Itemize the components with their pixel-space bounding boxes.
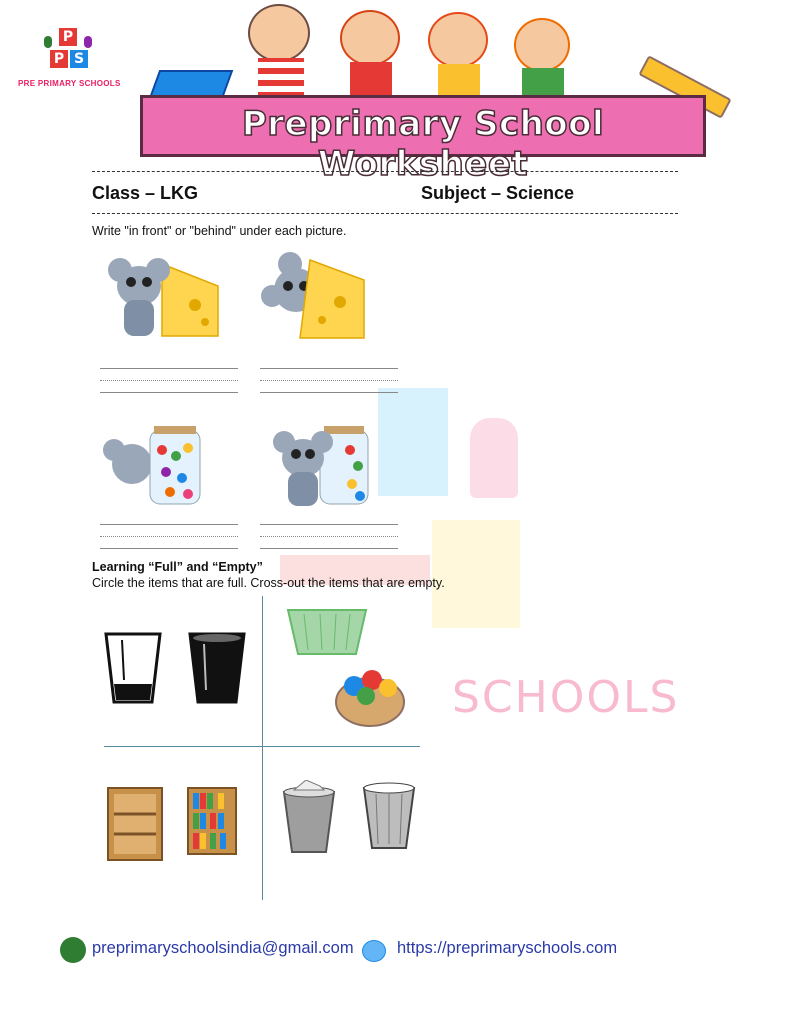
kid-face-icon — [514, 18, 570, 72]
logo-caption: PRE PRIMARY SCHOOLS — [18, 79, 121, 88]
kid-face-icon — [248, 4, 310, 62]
section2-heading: Learning “Full” and “Empty” — [92, 560, 263, 574]
mouse-cheese-icon — [260, 250, 390, 346]
answer-line[interactable] — [260, 536, 398, 537]
kid-face-icon — [428, 12, 488, 68]
empty-glass-icon[interactable] — [104, 630, 162, 704]
answer-line[interactable] — [100, 368, 238, 369]
full-basket-icon[interactable] — [330, 662, 410, 730]
answer-line[interactable] — [100, 524, 238, 525]
mouse-jar-icon — [100, 420, 230, 512]
answer-line[interactable] — [260, 524, 398, 525]
picture-mouse-jar-2 — [272, 420, 402, 512]
footer-website[interactable]: https://preprimaryschools.com — [397, 939, 618, 957]
picture-mouse-cheese-1 — [100, 250, 230, 346]
grid-divider-horizontal — [104, 746, 420, 747]
kid-face-icon — [340, 10, 400, 66]
full-bookshelf-icon[interactable] — [186, 786, 238, 856]
grid-divider-vertical — [262, 596, 263, 900]
divider-bottom — [92, 213, 678, 214]
logo-letter-p: P — [50, 50, 68, 68]
section2-instruction: Circle the items that are full. Cross-out the items that are empty. — [92, 576, 445, 590]
kid-shirt — [438, 64, 480, 98]
mouse-jar-icon — [272, 420, 402, 512]
watermark-text: SCHOOLS — [452, 672, 680, 723]
full-dustbin-icon[interactable] — [276, 780, 342, 856]
full-glass-icon[interactable] — [188, 630, 246, 704]
empty-basket-icon[interactable] — [284, 600, 370, 660]
kid-shirt — [350, 62, 392, 98]
kid-shirt — [258, 58, 304, 98]
answer-line[interactable] — [260, 380, 398, 381]
answer-line[interactable] — [100, 392, 238, 393]
logo-figure-icon — [44, 36, 52, 48]
class-label: Class – LKG — [92, 183, 199, 203]
logo-figure-icon — [84, 36, 92, 48]
banner-title: Preprimary School Worksheet — [241, 104, 605, 184]
empty-bookshelf-icon[interactable] — [106, 786, 164, 862]
email-icon — [60, 937, 86, 963]
globe-icon — [362, 940, 386, 962]
logo-letter-p-top: P — [59, 28, 77, 46]
divider-top — [92, 171, 678, 172]
watermark-figure-icon — [470, 418, 518, 498]
footer-email[interactable]: preprimaryschoolsindia@gmail.com — [92, 939, 354, 957]
answer-line[interactable] — [100, 536, 238, 537]
section1-instruction: Write "in front" or "behind" under each picture. — [92, 224, 347, 238]
answer-line[interactable] — [100, 548, 238, 549]
logo-letter-s: S — [70, 50, 88, 68]
picture-mouse-cheese-2 — [260, 250, 390, 346]
answer-line[interactable] — [260, 548, 398, 549]
subject-label: Subject – Science — [421, 183, 575, 203]
mouse-cheese-icon — [100, 250, 230, 346]
picture-mouse-jar-1 — [100, 420, 230, 512]
answer-line[interactable] — [260, 368, 398, 369]
kid-shirt — [522, 68, 564, 98]
watermark-s-block — [432, 520, 520, 628]
answer-line[interactable] — [100, 380, 238, 381]
banner — [140, 95, 706, 184]
answer-line[interactable] — [260, 392, 398, 393]
empty-dustbin-icon[interactable] — [360, 780, 418, 852]
